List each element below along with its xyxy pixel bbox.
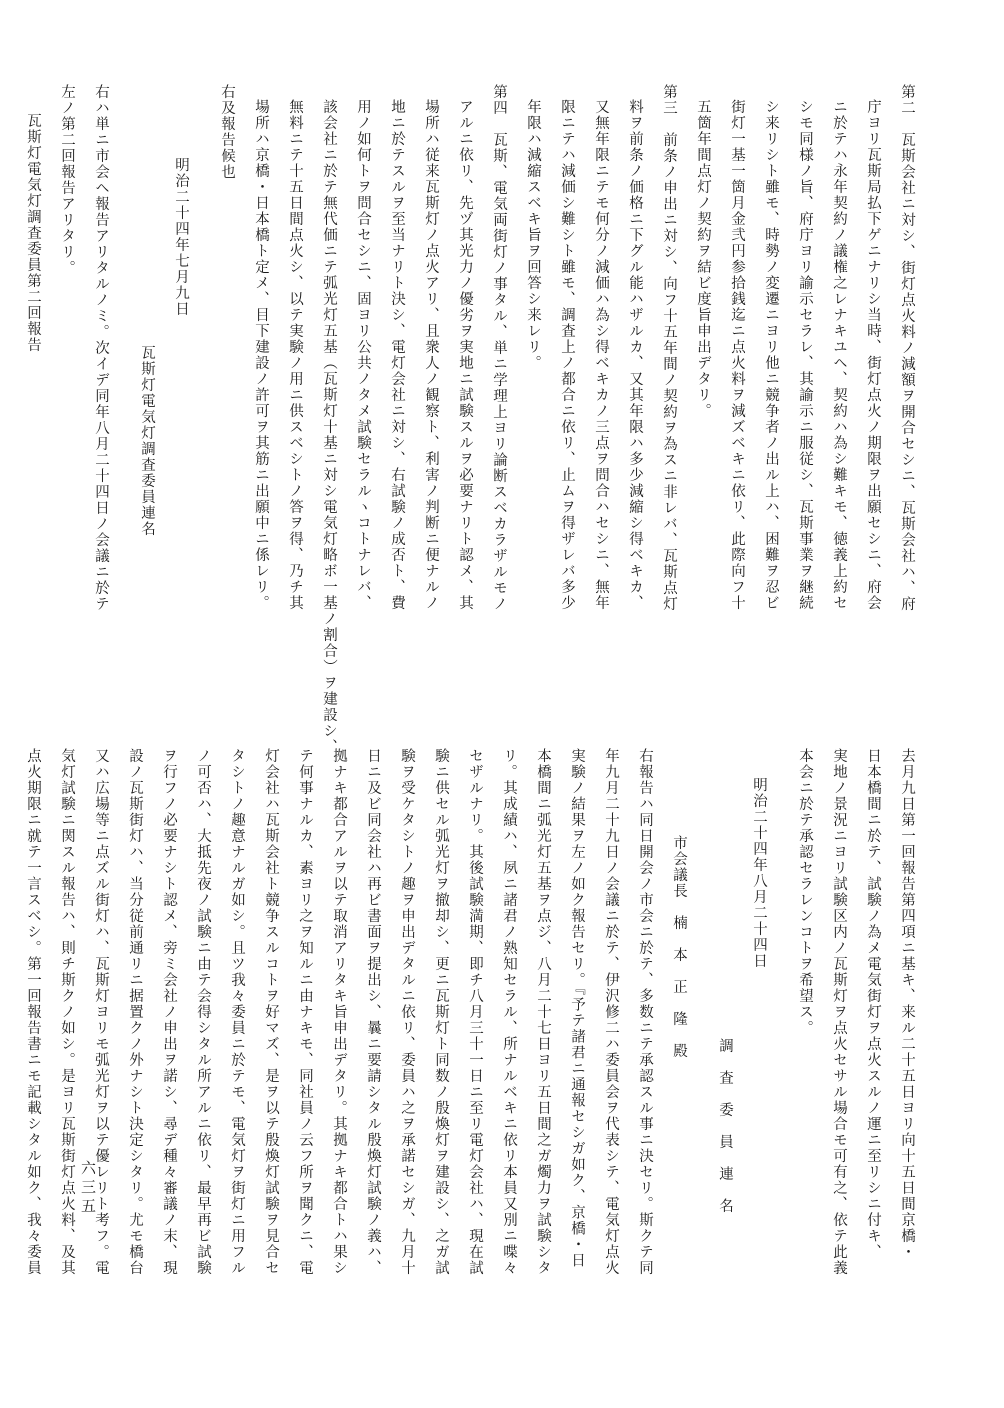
text-column: 料ヲ前条ノ価格ニ下グル能ハザルカ、又其年限ハ多少減縮シ得ベキカ、 [627, 98, 643, 611]
text-column: 市会議長 楠 本 正 隆 殿 [671, 835, 687, 1059]
column-gap [776, 748, 788, 1328]
text-column: 無料ニテ十五日間点火シ、以テ実験ノ用ニ供スベシトノ答ヲ得、乃チ其 [287, 98, 303, 611]
text-column: 右報告ハ同日開会ノ市会ニ於テ、多数ニテ承認スル事ニ決セリ。斯クテ同 [637, 748, 653, 1276]
text-column: ニ於テハ永年契約ノ議権之レナキユヘ、契約ハ為シ難キモ、徳義上約セ [831, 98, 847, 611]
text-column: 又ハ広場等ニ点ズル街灯ハ、瓦斯灯ヨリモ弧光灯ヲ以テ優レリト考フ。電 [93, 748, 109, 1276]
column-gap [198, 84, 210, 704]
text-column: 年九月二十九日ノ会議ニ於テ、伊沢修二ハ委員会ヲ代表シテ、電気灯点火 [603, 748, 619, 1276]
lower-text-block [25, 748, 924, 1328]
text-column: 実験ノ結果ヲ左ノ如ク報告セリ。『予テ諸君ニ通報セシガ如ク、京橋・日 [569, 748, 585, 1269]
text-column: タシトノ趣意ナルガ如シ。且ツ我々委員ニ於テモ、電気灯ヲ街灯ニ用フル [229, 748, 245, 1276]
text-column: ヲ行フノ必要ナシト認メ、旁ミ会社ノ申出ヲ諾シ、尋デ種々審議ノ末、現 [161, 748, 177, 1276]
text-column [0, 84, 4, 704]
text-column: 日ニ及ビ同会社ハ再ビ書面ヲ提出シ、曩ニ要請シタル殷煥灯試験ノ義ハ、 [365, 748, 381, 1276]
text-column: 日本橋間ニ於テ、試験ノ為メ電気街灯ヲ点火スルノ運ニ至リシニ付キ、 [865, 748, 881, 1260]
text-column: アルニ依リ、先ヅ其光力ノ優劣ヲ実地ニ試験スルヲ必要ナリト認メ、其 [457, 98, 473, 611]
text-column: シ来リシト雖モ、時勢ノ変遷ニヨリ他ニ競争者ノ出ル上ハ、困難ヲ忍ビ [763, 98, 779, 611]
column-gap [4, 84, 16, 704]
text-column: 明治二十四年七月九日 [173, 156, 189, 317]
text-column: 年限ハ減縮スベキ旨ヲ回答シ来レリ。 [525, 98, 541, 371]
text-column: 地ニ於テスルヲ至当ナリト決シ、電灯会社ニ対シ、右試験ノ成否ト、費 [389, 98, 405, 611]
text-column: 右ハ単ニ市会ヘ報告アリタルノミ。次イデ同年八月二十四日ノ会議ニ於テ [93, 84, 109, 612]
text-column: 右及報告候也 [219, 84, 235, 180]
text-column: 第四 瓦斯、電気両街灯ノ事タル、単ニ学理上ヨリ論断スベカラザルモノ [491, 84, 507, 612]
text-column: 限ニテハ減価シ難シト雖モ、調査上ノ都合ニ依リ、止ムヲ得ザレバ多少 [559, 98, 575, 611]
text-column: リ。其成績ハ、夙ニ諸君ノ熟知セラル、所ナルベキニ依リ本員又別ニ喋々 [501, 748, 517, 1276]
text-column: シモ同様ノ旨、府庁ヨリ諭示セラレ、其諭示ニ服従シ、瓦斯事業ヲ継続 [797, 98, 813, 611]
text-column: 第三 前条ノ申出ニ対シ、向フ十五年間ノ契約ヲ為スニ非レバ、瓦斯点灯 [661, 84, 677, 612]
text-column: テ何事ナルカ、素ヨリ之ヲ知ルニ由ナキモ、同社員ノ云フ所ヲ聞クニ、電 [297, 748, 313, 1276]
text-column: 調 査 委 員 連 名 [717, 1038, 733, 1214]
text-column: 設ノ瓦斯街灯ハ、当分従前通リニ据置クノ外ナシト決定シタリ。尤モ橋台 [127, 748, 143, 1276]
text-column: 灯会社ハ瓦斯会社ト競争スルコトヲ好マズ、是ヲ以テ殷煥灯試験ヲ見合セ [263, 748, 279, 1276]
text-column: 実地ノ景況ニヨリ試験区内ノ瓦斯灯ヲ点火セサル場合モ可有之、依テ此義 [831, 748, 847, 1276]
text-column: 瓦斯灯電気灯調査委員連名 [139, 345, 155, 537]
text-column: 第二 瓦斯会社ニ対シ、街灯点火料ノ減額ヲ開合セシニ、瓦斯会社ハ、府 [899, 84, 915, 612]
text-column: ノ可否ハ、大抵先夜ノ試験ニ由テ会得シタル所アルニ依リ、最早再ビ試験 [195, 748, 211, 1276]
text-column: 左ノ第二回報告アリタリ。 [59, 84, 75, 276]
text-column: 街灯一基一箇月金弐円参拾銭迄ニ点火料ヲ減ズベキニ依リ、此際向フ十 [729, 98, 745, 611]
text-column: セザルナリ。其後試験満期、即チ八月三十一日ニ至リ電灯会社ハ、現在試 [467, 748, 483, 1276]
page-number: 六三五 [79, 1160, 97, 1217]
column-gap [696, 748, 708, 1328]
text-column: 点火期限ニ就テ一言スベシ。第一回報告書ニモ記載シタル如ク、我々委員 [25, 748, 41, 1276]
text-column: 又無年限ニテモ何分ノ減価ハ為シ得ベキカノ三点ヲ問合ハセシニ、無年 [593, 98, 609, 611]
text-column: 明治二十四年八月二十四日 [751, 777, 767, 969]
text-column: 該会社ニ於テ無代価ニテ弧光灯五基（瓦斯灯十基ニ対シ電気灯略ボ一基ノ割合）ヲ建設シ、 [321, 98, 337, 755]
text-column: 庁ヨリ瓦斯局払下ゲニナリシ当時、街灯点火ノ期限ヲ出願セシニ、府会 [865, 98, 881, 611]
text-column: 五箇年間点灯ノ契約ヲ結ビ度旨申出デタリ。 [695, 98, 711, 419]
text-column: 気灯試験ニ関スル報告ハ、則チ斯クノ如シ。是ヨリ瓦斯街灯点火料、及其 [59, 748, 75, 1276]
text-column: 瓦斯灯電気灯調査委員第二回報告 [25, 113, 41, 353]
text-column: 用ノ如何トヲ問合セシニ、固ヨリ公共ノタメ試験セラルヽコトナレバ、 [355, 98, 371, 611]
upper-text-block [25, 84, 924, 755]
text-column: 場所ハ京橋・日本橋ト定メ、目下建設ノ許可ヲ其筋ニ出願中ニ係レリ。 [253, 98, 269, 611]
text-column: 験ニ供セル弧光灯ヲ撤却シ、更ニ瓦斯灯ト同数ノ殷煥灯ヲ建設シ、之ガ試 [433, 748, 449, 1276]
text-column: 場所ハ従来瓦斯灯ノ点火アリ、且衆人ノ観察ト、利害ノ判断ニ便ナルノ [423, 98, 439, 611]
text-column: 去月九日第一回報告第四項ニ基キ、来ル二十五日ヨリ向十五日間京橋・ [899, 748, 915, 1260]
column-gap [118, 84, 130, 704]
text-column: 本会ニ於テ承認セラレンコトヲ希望ス。 [797, 748, 813, 1036]
text-column: 拠ナキ都合アルヲ以テ取消アリタキ旨申出デタリ。其拠ナキ都合トハ果シ [331, 748, 347, 1276]
text-column: 本橋間ニ弧光灯五基ヲ点ジ、八月二十七日ヨリ五日間之ガ燭力ヲ試験シタ [535, 748, 551, 1276]
text-column: 験ヲ受ケタシトノ趣ヲ申出デタルニ依リ、委員ハ之ヲ承諾セシガ、九月十 [399, 748, 415, 1276]
